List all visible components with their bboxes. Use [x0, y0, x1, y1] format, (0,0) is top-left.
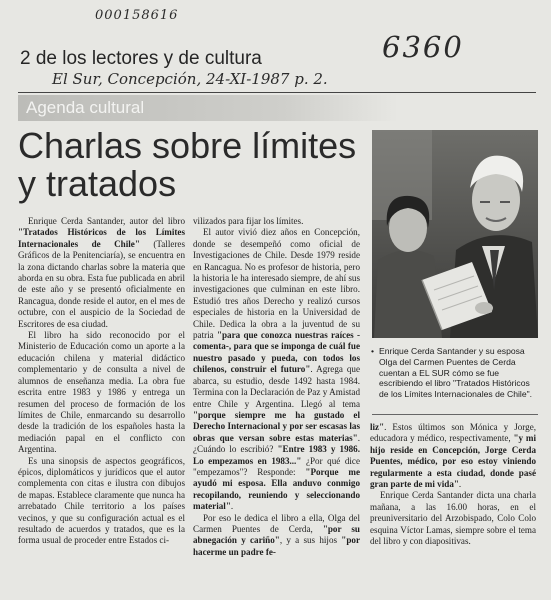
article-column-1 — [18, 216, 185, 596]
photo-caption — [372, 346, 538, 400]
headline: Charlas sobre límites y tratados — [18, 125, 357, 204]
caption-bullet-icon: • — [371, 346, 375, 356]
bold-quote: liz" — [370, 422, 385, 432]
article-paragraph: liz". Estos últimos son Mónica y Jorge, educadora y médico, respectivamente, "y mi hijo reside en Concepción, Jorge Cerda Puentes, médico, por eso estoy viniendo regularmente a esta ciudad, donde pasé gran parte de mi vida". — [370, 422, 536, 490]
section-header: 2 de los lectores y de cultura — [20, 48, 262, 69]
handwritten-archive-code: 000158616 — [95, 8, 179, 23]
agenda-cultural-label: Agenda cultural — [26, 98, 145, 117]
article-column-3 — [370, 422, 536, 596]
article-paragraph: El libro ha sido reconocido por el Ministerio de Educación como un aporte a la educación chilena y material didáctico complementario y de consulta a nivel de alumnos de enseñanza media. La obra fue escrita entre 1983 y 1986 y entrega un resumen del proceso de formación de los límites de Chile, enmarcando su desarrollo desde la tradición de los españoles hasta la mediación papal en el conflicto con Argentina. — [18, 330, 185, 455]
agenda-cultural-banner — [18, 95, 398, 121]
header-divider — [18, 92, 536, 93]
bold-quote: "por hacerme un padre fe- — [193, 535, 360, 557]
article-paragraph: Por eso le dedica el libro a ella, Olga del Carmen Puentes de Cerda, "por su abnegación y cariño", y a sus hijos "por hacerme un padre fe- — [193, 512, 360, 557]
bold-quote: "por su abnegación y cariño" — [193, 523, 360, 546]
article-paragraph: Es una sinopsis de aspectos geográficos, épicos, diplomáticos y jurídicos que el autor complementa con citas e ilustra con dibujos de mapas. Establece claramente que nunca ha arrebatado Chile territorio a los países vecinos, y que su configuración actual es el resultado de acuerdos y tratados, que es la forma usual de proceder entre Estados ci- — [18, 455, 185, 546]
bold-quote: "Entre 1983 y 1986. Lo empezamos en 1983..." — [193, 444, 360, 466]
handwritten-date-note: El Sur, Concepción, 24-XI-1987 p. 2. — [52, 70, 328, 88]
article-paragraph: Enrique Cerda Santander, autor del libro "Tratados Históricos de los Límites Internacionales de Chile" (Talleres Gráficos de la Penitenciaría), se encuentra en la zona dictando charlas sobre la materia que aborda en su obra. Esta fue publicada en abril de este año y se presentó oficialmente en Rancagua, donde reside el autor, en el mes de octubre, con el auspicio de la Sociedad de Escritores de esa ciudad. — [18, 216, 185, 329]
handwritten-page-number: 6360 — [382, 30, 464, 64]
article-paragraph: Enrique Cerda Santander dicta una charla mañana, a las 16.00 horas, en el preuniversitario del Arzobispado, Colo Colo esquina Víctor Lamas, siempre sobre el tema del libro y con diapositivas. — [370, 490, 536, 547]
bold-quote: "porque siempre me ha gustado el Derecho Internacional y por ser escasas las obras que versan sobre estas materias" — [193, 409, 360, 443]
caption-text: Enrique Cerda Santander y su esposa Olga del Carmen Puentes de Cerda cuentan a EL SUR cómo se fue escribiendo el libro "Tratados Históricos de los Límites Internacionales de Chile". — [379, 346, 533, 400]
bold-quote: "y mi hijo reside en Concepción, Jorge Cerda Puentes, médico, por eso estoy viniendo regularmente a esta ciudad, donde pasé gran parte de mi vida" — [370, 433, 536, 490]
article-column-2 — [193, 216, 360, 596]
caption-divider — [372, 414, 538, 415]
photo-of-author-and-wife — [372, 130, 538, 338]
bold-quote: "para que conozca nuestras raíces -comenta-, para que se imponga de cuál fue nuestro pasado y pueda, con todos los chilenos, construir el futuro" — [193, 330, 360, 375]
bold-quote: "Tratados Históricos de los Límites Internacionales de Chile" — [18, 227, 185, 249]
article-paragraph: El autor vivió diez años en Concepción, donde se desempeñó como oficial de Investigaciones de Chile. Desde 1979 reside en Rancagua. No es profesor de historia, pero la historia le ha interesado siempre, de ahí sus investigaciones que culminan en este libro. Estudió tres años Derecho y realizó cursos especiales de historia en la Universidad de Chile. Dedica la obra a la juventud de su patria "para que conozca nuestras raíces -comenta-, para que se imponga de cuál fue nuestro pasado y pueda, con todos los chilenos, construir el futuro". Agrega que abarca, su estudio, desde 1492 hasta 1984. Termina con la Declaración de Paz y Amistad entre Chile y Argentina. Llegó al tema "porque siempre me ha gustado el Derecho Internacional y por ser escasas las obras que versan sobre estas materias". ¿Cuándo lo escribió? "Entre 1983 y 1986. Lo empezamos en 1983..." ¿Por qué dice "empezamos"? Responde: "Porque me ayudó mi esposa. Ella anduvo conmigo recopilando, reuniendo y seleccionando material". — [193, 227, 360, 512]
article-paragraph: vilizados para fijar los límites. — [193, 216, 304, 226]
bold-quote: "Porque me ayudó mi esposa. Ella anduvo conmigo recopilando, reuniendo y seleccionando material" — [193, 466, 360, 512]
